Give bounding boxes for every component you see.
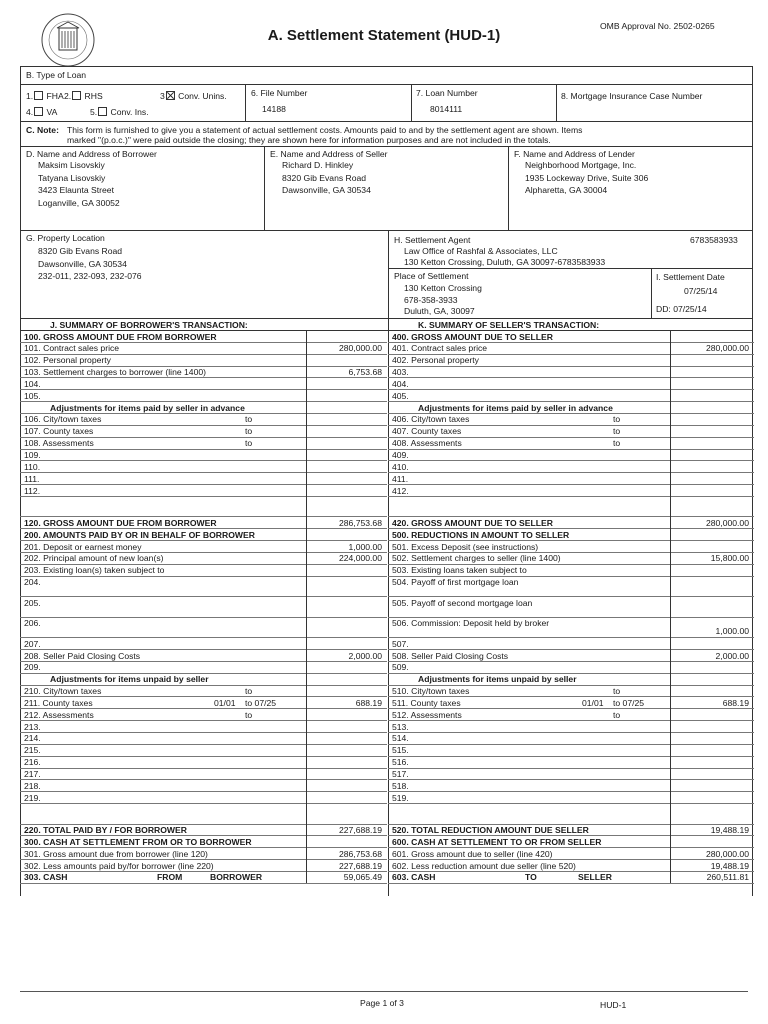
- borrower-row: [20, 617, 385, 638]
- seller-line-label: 503. Existing loans taken subject to: [392, 565, 527, 576]
- seller-amount: 280,000.00: [705, 848, 749, 859]
- seller-line-label: 512. Assessments: [392, 709, 462, 720]
- seller-amount: 688.19: [722, 697, 749, 708]
- seller-line-label: 517.: [392, 769, 409, 779]
- borrower-line-label: 112.: [24, 485, 41, 496]
- mortgage-insurance-case-label: 8. Mortgage Insurance Case Number: [561, 91, 703, 101]
- borrower-line-label: 207.: [24, 638, 41, 649]
- borrower-row: [20, 389, 385, 401]
- seller-row: [388, 744, 752, 756]
- loan-type-va[interactable]: [26, 107, 57, 117]
- borrower-address-line: 3423 Elaunta Street: [38, 185, 114, 195]
- lender-address-line: 1935 Lockeway Drive, Suite 306: [525, 172, 649, 183]
- borrower-line-label: 302. Less amounts paid by/for borrower (line 220): [24, 860, 214, 871]
- seller-row: [388, 803, 752, 824]
- borrower-row: [20, 449, 385, 461]
- lender-label: F. Name and Address of Lender: [514, 149, 635, 159]
- borrower-line-label: 206.: [24, 618, 41, 629]
- rule: [20, 230, 752, 231]
- file-number-value: 14188: [262, 104, 286, 114]
- rule: [20, 121, 752, 122]
- seller-line-label: 507.: [392, 638, 409, 649]
- loan-type-label: Conv. Unins.: [175, 91, 227, 101]
- borrower-row: [20, 484, 385, 496]
- borrower-line-label: 214.: [24, 733, 41, 744]
- seller-line-label: Adjustments for items unpaid by seller: [418, 674, 577, 685]
- borrower-line-label: 300. CASH AT SETTLEMENT FROM OR TO BORROWER: [24, 836, 252, 847]
- seller-line-label: 401. Contract sales price: [392, 343, 488, 354]
- rule: [264, 146, 265, 230]
- seller-amount: 15,800.00: [710, 553, 749, 564]
- seller-date-to: to: [613, 438, 621, 449]
- seller-row: [388, 661, 752, 673]
- borrower-amount: 286,753.68: [338, 848, 382, 859]
- loan-type-number: 3: [160, 91, 165, 101]
- borrower-line-label: Adjustments for items unpaid by seller: [50, 674, 209, 685]
- borrower-date-to: to: [245, 686, 253, 697]
- form-id-footer: HUD-1: [600, 1000, 627, 1010]
- checked-checkbox[interactable]: [166, 91, 175, 100]
- rule: [508, 146, 509, 230]
- borrower-line-label: 108. Assessments: [24, 438, 94, 449]
- borrower-row: [20, 756, 385, 768]
- seller-address-line: 8320 Gib Evans Road: [282, 172, 367, 183]
- seller-line-label: 601. Gross amount due to seller (line 420): [392, 848, 553, 859]
- borrower-row: [20, 732, 385, 744]
- place-of-settlement-line: 130 Ketton Crossing: [404, 283, 482, 293]
- borrower-line-label: 219.: [24, 792, 41, 803]
- borrower-row-rule: [20, 883, 387, 884]
- place-of-settlement-line: Duluth, GA, 30097: [404, 306, 475, 316]
- seller-date-from: 01/01: [582, 697, 604, 708]
- property-location-line: Dawsonville, GA 30534: [38, 258, 127, 269]
- seller-line-label: 520. TOTAL REDUCTION AMOUNT DUE SELLER: [392, 825, 589, 836]
- borrower-line-label: 215.: [24, 745, 41, 756]
- place-of-settlement-line: 678-358-3933: [404, 294, 458, 305]
- borrower-line-label: 200. AMOUNTS PAID BY OR IN BEHALF OF BORROWER: [24, 529, 255, 540]
- borrower-date-to: to 07/25: [245, 697, 277, 708]
- borrower-row: [20, 720, 385, 732]
- seller-amount: 2,000.00: [715, 650, 749, 661]
- loan-type-number: 5.: [90, 107, 98, 117]
- loan-type-number: 2.: [64, 91, 72, 101]
- frame-top: [20, 66, 752, 67]
- borrower-line-label: 208. Seller Paid Closing Costs: [24, 650, 141, 661]
- borrower-line-label: 110.: [24, 461, 41, 472]
- borrower-amount: 286,753.68: [338, 517, 382, 528]
- borrower-amount: 2,000.00: [348, 650, 382, 661]
- seller-line-label: 513.: [392, 721, 409, 732]
- borrower-line-label: 218.: [24, 780, 41, 791]
- seller-line-label: Adjustments for items paid by seller in advance: [418, 402, 613, 413]
- lender-address-line: Neighborhood Mortgage, Inc.: [525, 160, 637, 170]
- rule: [20, 146, 752, 147]
- borrower-line-label: 109.: [24, 450, 41, 460]
- seller-row: [388, 449, 752, 461]
- rule: [651, 268, 652, 318]
- borrower-line-label: 303. CASH: [24, 872, 68, 883]
- seller-line-label: 400. GROSS AMOUNT DUE TO SELLER: [392, 331, 553, 342]
- loan-type-label: Conv. Ins.: [108, 107, 149, 117]
- seller-date-to: SELLER: [578, 872, 612, 883]
- seller-line-label: 410.: [392, 461, 409, 472]
- borrower-row: [20, 377, 385, 389]
- borrower-amount: 227,688.19: [338, 825, 382, 836]
- borrower-row: [20, 661, 385, 673]
- seller-line-label: 411.: [392, 473, 409, 484]
- file-number-label: 6. File Number: [251, 88, 308, 98]
- rule: [388, 268, 752, 269]
- borrower-row: [20, 496, 385, 517]
- loan-type-label: VA: [44, 107, 58, 117]
- borrower-row: [20, 779, 385, 791]
- property-location-line: 8320 Gib Evans Road: [38, 246, 123, 256]
- seller-line-label: 505. Payoff of second mortgage loan: [392, 597, 533, 608]
- seller-line-label: 420. GROSS AMOUNT DUE TO SELLER: [392, 517, 553, 528]
- settlement-agent-phone: 6783583933: [690, 235, 738, 245]
- borrower-line-label: 301. Gross amount due from borrower (line 120): [24, 848, 208, 859]
- seller-row: [388, 779, 752, 791]
- footer-rule: [20, 991, 748, 992]
- checkbox[interactable]: [98, 107, 107, 116]
- seller-line-label: 515.: [392, 745, 409, 756]
- type-of-loan-label: B. Type of Loan: [26, 70, 87, 80]
- borrower-date-to: to: [245, 426, 253, 437]
- borrower-line-label: 204.: [24, 577, 41, 588]
- borrower-label: D. Name and Address of Borrower: [26, 149, 157, 159]
- seller-amount: 19,488.19: [710, 860, 749, 871]
- seller-amount: 280,000.00: [705, 517, 749, 528]
- seller-line-label: 508. Seller Paid Closing Costs: [392, 650, 509, 661]
- seller-line-label: 514.: [392, 733, 409, 744]
- amount-column-rule: [306, 330, 307, 883]
- borrower-row: [20, 472, 385, 484]
- loan-type-label: FHA: [44, 91, 64, 101]
- seller-row: [388, 756, 752, 768]
- seller-row: [388, 720, 752, 732]
- seller-row: [388, 791, 752, 803]
- seller-line-label: 506. Commission: Deposit held by broker: [392, 618, 550, 629]
- seller-line-label: 504. Payoff of first mortgage loan: [392, 577, 519, 588]
- seller-label: E. Name and Address of Seller: [270, 149, 388, 159]
- seller-amount: 1,000.00: [715, 625, 749, 636]
- borrower-line-label: 105.: [24, 390, 41, 401]
- loan-type-label: RHS: [82, 91, 103, 101]
- borrower-amount: 688.19: [355, 697, 382, 708]
- disbursement-date: DD: 07/25/14: [656, 304, 707, 314]
- seller-line-label: 516.: [392, 757, 409, 768]
- seller-row: [388, 768, 752, 780]
- seller-line-label: 510. City/town taxes: [392, 686, 470, 697]
- seller-line-label: 408. Assessments: [392, 438, 462, 449]
- borrower-line-label: 220. TOTAL PAID BY / FOR BORROWER: [24, 825, 187, 836]
- seller-row: [388, 637, 752, 649]
- borrower-line-label: 213.: [24, 721, 41, 732]
- seller-summary-heading: K. SUMMARY OF SELLER'S TRANSACTION:: [418, 320, 600, 330]
- borrower-line-label: 120. GROSS AMOUNT DUE FROM BORROWER: [24, 517, 217, 528]
- seller-line-label: 500. REDUCTIONS IN AMOUNT TO SELLER: [392, 529, 570, 540]
- seller-date-to: to: [613, 426, 621, 437]
- loan-type-rhs[interactable]: [64, 91, 103, 101]
- seller-line-label: 405.: [392, 390, 409, 401]
- rule: [388, 230, 389, 318]
- borrower-row: [20, 791, 385, 803]
- settlement-date-label: I. Settlement Date: [656, 272, 725, 282]
- borrower-line-label: 102. Personal property: [24, 355, 111, 366]
- borrower-date-to: to: [245, 709, 253, 720]
- borrower-line-label: 209.: [24, 662, 41, 673]
- rule: [245, 84, 246, 121]
- borrower-line-label: 211. County taxes: [24, 697, 93, 708]
- borrower-line-label: 217.: [24, 769, 41, 779]
- borrower-amount: 1,000.00: [348, 541, 382, 552]
- borrower-line-label: 205.: [24, 597, 41, 608]
- form-title: A. Settlement Statement (HUD-1): [267, 27, 501, 44]
- amount-column-rule: [670, 330, 671, 883]
- frame-right: [752, 66, 753, 896]
- loan-type-conv-ins[interactable]: [90, 107, 149, 117]
- note-text-line1: This form is furnished to give you a statement of actual settlement costs. Amounts paid to and by the settlement agent are shown. Items: [67, 125, 583, 135]
- rule: [20, 84, 752, 85]
- seller-date-from: TO: [525, 872, 537, 883]
- seller-line-label: 406. City/town taxes: [392, 414, 470, 425]
- borrower-date-to: to: [245, 414, 253, 425]
- lender-address-line: Alpharetta, GA 30004: [525, 185, 608, 195]
- seller-row: [388, 460, 752, 472]
- borrower-row: [20, 744, 385, 756]
- borrower-amount: 280,000.00: [338, 343, 382, 354]
- seller-line-label: 402. Personal property: [392, 355, 479, 366]
- page-number: Page 1 of 3: [360, 998, 404, 1008]
- seller-line-label: 518.: [392, 780, 409, 791]
- borrower-amount: 227,688.19: [338, 860, 382, 871]
- place-of-settlement-label: Place of Settlement: [394, 271, 469, 281]
- checkbox[interactable]: [34, 91, 43, 100]
- seller-row-rule: [388, 883, 754, 884]
- borrower-line-label: 103. Settlement charges to borrower (line 1400): [24, 367, 207, 378]
- seller-row: [388, 389, 752, 401]
- borrower-line-label: 203. Existing loan(s) taken subject to: [24, 565, 165, 576]
- seller-row: [388, 484, 752, 496]
- seller-line-label: 603. CASH: [392, 872, 436, 883]
- settlement-agent-name: Law Office of Rashfal & Associates, LLC: [404, 246, 558, 256]
- rule: [411, 84, 412, 121]
- borrower-line-label: 201. Deposit or earnest money: [24, 541, 142, 552]
- seller-date-to: to 07/25: [613, 697, 645, 708]
- note-label: C. Note:: [26, 125, 59, 135]
- seller-line-label: 407. County taxes: [392, 426, 462, 437]
- loan-number-value: 8014111: [430, 104, 463, 114]
- borrower-line-label: 216.: [24, 757, 41, 768]
- borrower-date-from: FROM: [157, 872, 183, 883]
- loan-number-label: 7. Loan Number: [416, 88, 478, 98]
- settlement-agent-label: H. Settlement Agent: [394, 235, 471, 245]
- rule: [556, 84, 557, 121]
- borrower-row: [20, 576, 385, 597]
- borrower-line-label: 111.: [24, 473, 40, 484]
- seller-line-label: 409.: [392, 450, 409, 460]
- seller-line-label: 501. Excess Deposit (see instructions): [392, 541, 539, 552]
- borrower-line-label: 107. County taxes: [24, 426, 94, 437]
- seller-row: [388, 366, 752, 378]
- borrower-address-line: Maksim Lisovskiy: [38, 160, 105, 170]
- seller-line-label: 412.: [392, 485, 409, 496]
- borrower-address-line: Tatyana Lisovskiy: [38, 172, 106, 183]
- checkbox[interactable]: [72, 91, 81, 100]
- seller-line-label: 509.: [392, 662, 409, 673]
- borrower-line-label: 202. Principal amount of new loan(s): [24, 553, 164, 564]
- borrower-row: [20, 768, 385, 780]
- loan-type-conv-unins[interactable]: [160, 91, 227, 101]
- note-text-line2: marked "(p.o.c.)" were paid outside the closing; they are shown here for information purposes and are not included in the totals.: [67, 135, 551, 145]
- borrower-row: [20, 637, 385, 649]
- borrower-row: [20, 803, 385, 824]
- borrower-address-line: Loganville, GA 30052: [38, 197, 120, 208]
- seller-row: [388, 732, 752, 744]
- property-location-line: 232-011, 232-093, 232-076: [38, 271, 142, 281]
- seller-row: [388, 472, 752, 484]
- borrower-line-label: 101. Contract sales price: [24, 343, 120, 354]
- borrower-row: [20, 460, 385, 472]
- borrower-line-label: 100. GROSS AMOUNT DUE FROM BORROWER: [24, 331, 217, 342]
- settlement-date-value: 07/25/14: [684, 286, 718, 296]
- checkbox[interactable]: [34, 107, 43, 116]
- borrower-date-to: to: [245, 438, 253, 449]
- seller-date-to: to: [613, 709, 621, 720]
- borrower-row: [20, 596, 385, 617]
- borrower-amount: 59,065.49: [343, 872, 382, 883]
- borrower-summary-heading: J. SUMMARY OF BORROWER'S TRANSACTION:: [50, 320, 248, 330]
- seller-amount: 280,000.00: [705, 343, 749, 354]
- seller-line-label: 519.: [392, 792, 409, 803]
- borrower-date-to: BORROWER: [210, 872, 263, 883]
- borrower-amount: 224,000.00: [338, 553, 382, 564]
- loan-type-number: 4.: [26, 107, 34, 117]
- omb-approval-number: OMB Approval No. 2502-0265: [600, 21, 715, 31]
- borrower-amount: 6,753.68: [348, 367, 382, 378]
- rule: [20, 318, 752, 319]
- loan-type-number: 1.: [26, 91, 34, 101]
- loan-type-fha[interactable]: [26, 91, 64, 101]
- seller-line-label: 602. Less reduction amount due seller (line 520): [392, 860, 576, 871]
- borrower-line-label: Adjustments for items paid by seller in advance: [50, 402, 245, 413]
- seller-date-to: to: [613, 414, 621, 425]
- seller-line-label: 511. County taxes: [392, 697, 461, 708]
- seller-line-label: 404.: [392, 378, 409, 389]
- settlement-agent-address: 130 Ketton Crossing, Duluth, GA 30097-6783583933: [404, 257, 606, 267]
- seller-amount: 19,488.19: [710, 825, 749, 836]
- borrower-line-label: 106. City/town taxes: [24, 414, 102, 425]
- seller-line-label: 502. Settlement charges to seller (line 1400): [392, 553, 561, 564]
- seller-line-label: 600. CASH AT SETTLEMENT TO OR FROM SELLER: [392, 836, 602, 847]
- seller-line-label: 403.: [392, 367, 409, 378]
- property-location-label: G. Property Location: [26, 233, 105, 243]
- seller-address-line: Richard D. Hinkley: [282, 160, 354, 170]
- borrower-line-label: 210. City/town taxes: [24, 686, 102, 697]
- borrower-date-from: 01/01: [214, 697, 236, 708]
- seller-address-line: Dawsonville, GA 30534: [282, 185, 371, 195]
- borrower-line-label: 104.: [24, 378, 41, 389]
- borrower-line-label: 212. Assessments: [24, 709, 94, 720]
- seller-row: [388, 496, 752, 517]
- seller-amount: 260,511.81: [706, 872, 749, 883]
- seller-row: [388, 377, 752, 389]
- seller-date-to: to: [613, 686, 621, 697]
